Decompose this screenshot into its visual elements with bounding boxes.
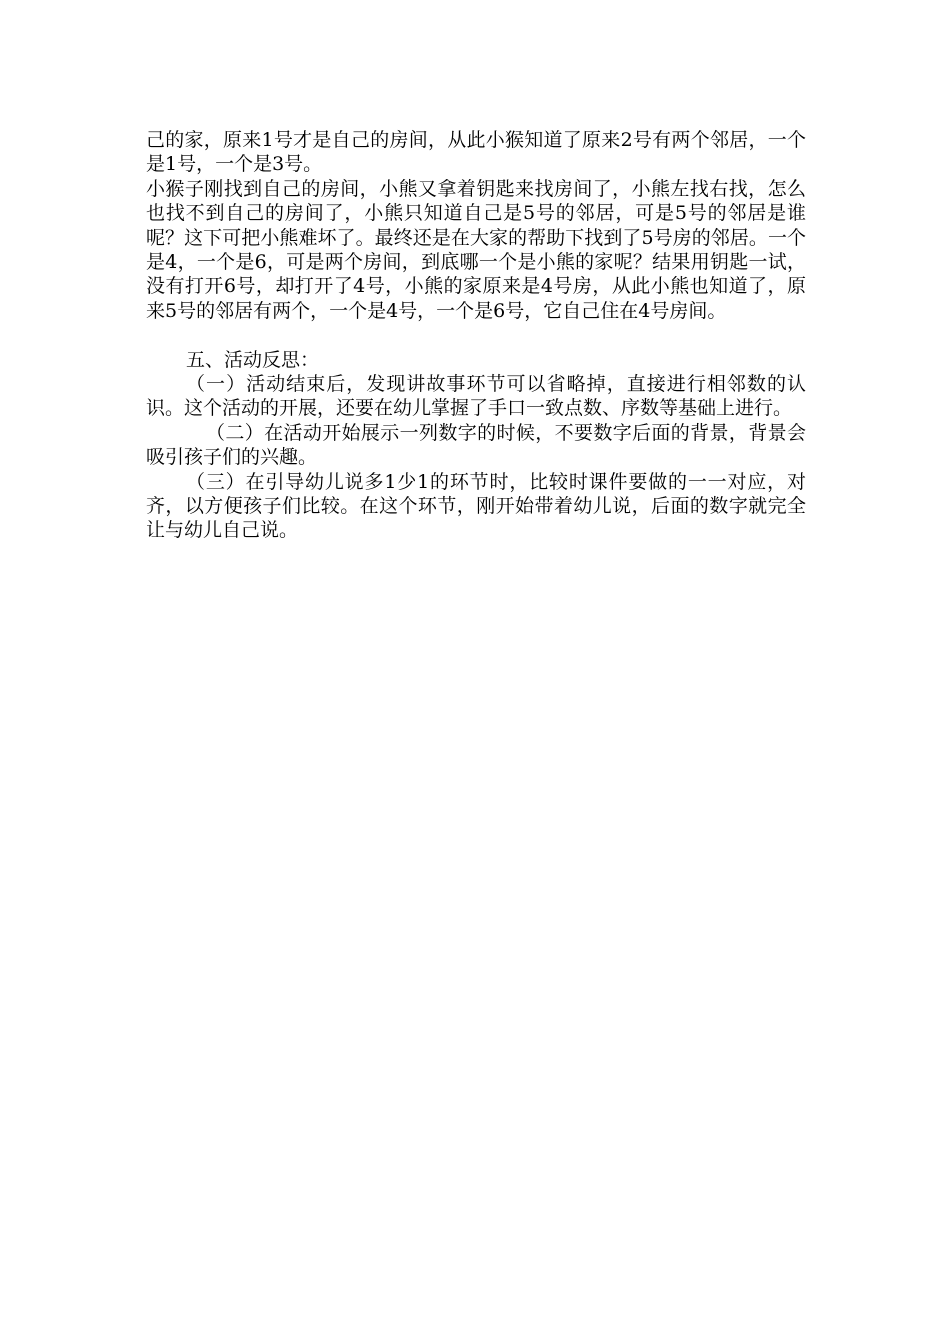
- story-paragraph-bear: 小猴子刚找到自己的房间，小熊又拿着钥匙来找房间了，小熊左找右找，怎么也找不到自己的房间了，小熊只知道自己是5号的邻居，可是5号的邻居是谁呢？这下可把小熊难坏了。最终还是在大家的帮助下找到了5号房的邻居。一个是4，一个是6，可是两个房间，到底哪一个是小熊的家呢？结果用钥匙一试，没有打开6号，却打开了4号，小熊的家原来是4号房，从此小熊也知道了，原来5号的邻居有两个，一个是4号，一个是6号，它自己住在4号房间。: [146, 177, 806, 322]
- paragraph-spacer: [146, 323, 806, 347]
- reflection-item-1: （一）活动结束后，发现讲故事环节可以省略掉，直接进行相邻数的认识。这个活动的开展，还要在幼儿掌握了手口一致点数、序数等基础上进行。: [146, 373, 806, 420]
- document-body: [146, 128, 806, 543]
- reflection-item-2: （二）在活动开始展示一列数字的时候，不要数字后面的背景，背景会吸引孩子们的兴趣。: [146, 421, 806, 469]
- section-heading-reflection: 五、活动反思：: [186, 348, 320, 371]
- story-paragraph-continuation: 己的家，原来1号才是自己的房间，从此小猴知道了原来2号有两个邻居，一个是1号，一个是3号。: [146, 129, 806, 176]
- reflection-item-3: （三）在引导幼儿说多1少1的环节时，比较时课件要做的一一对应，对齐，以方便孩子们比较。在这个环节，刚开始带着幼儿说，后面的数字就完全让与幼儿自己说。: [146, 470, 806, 542]
